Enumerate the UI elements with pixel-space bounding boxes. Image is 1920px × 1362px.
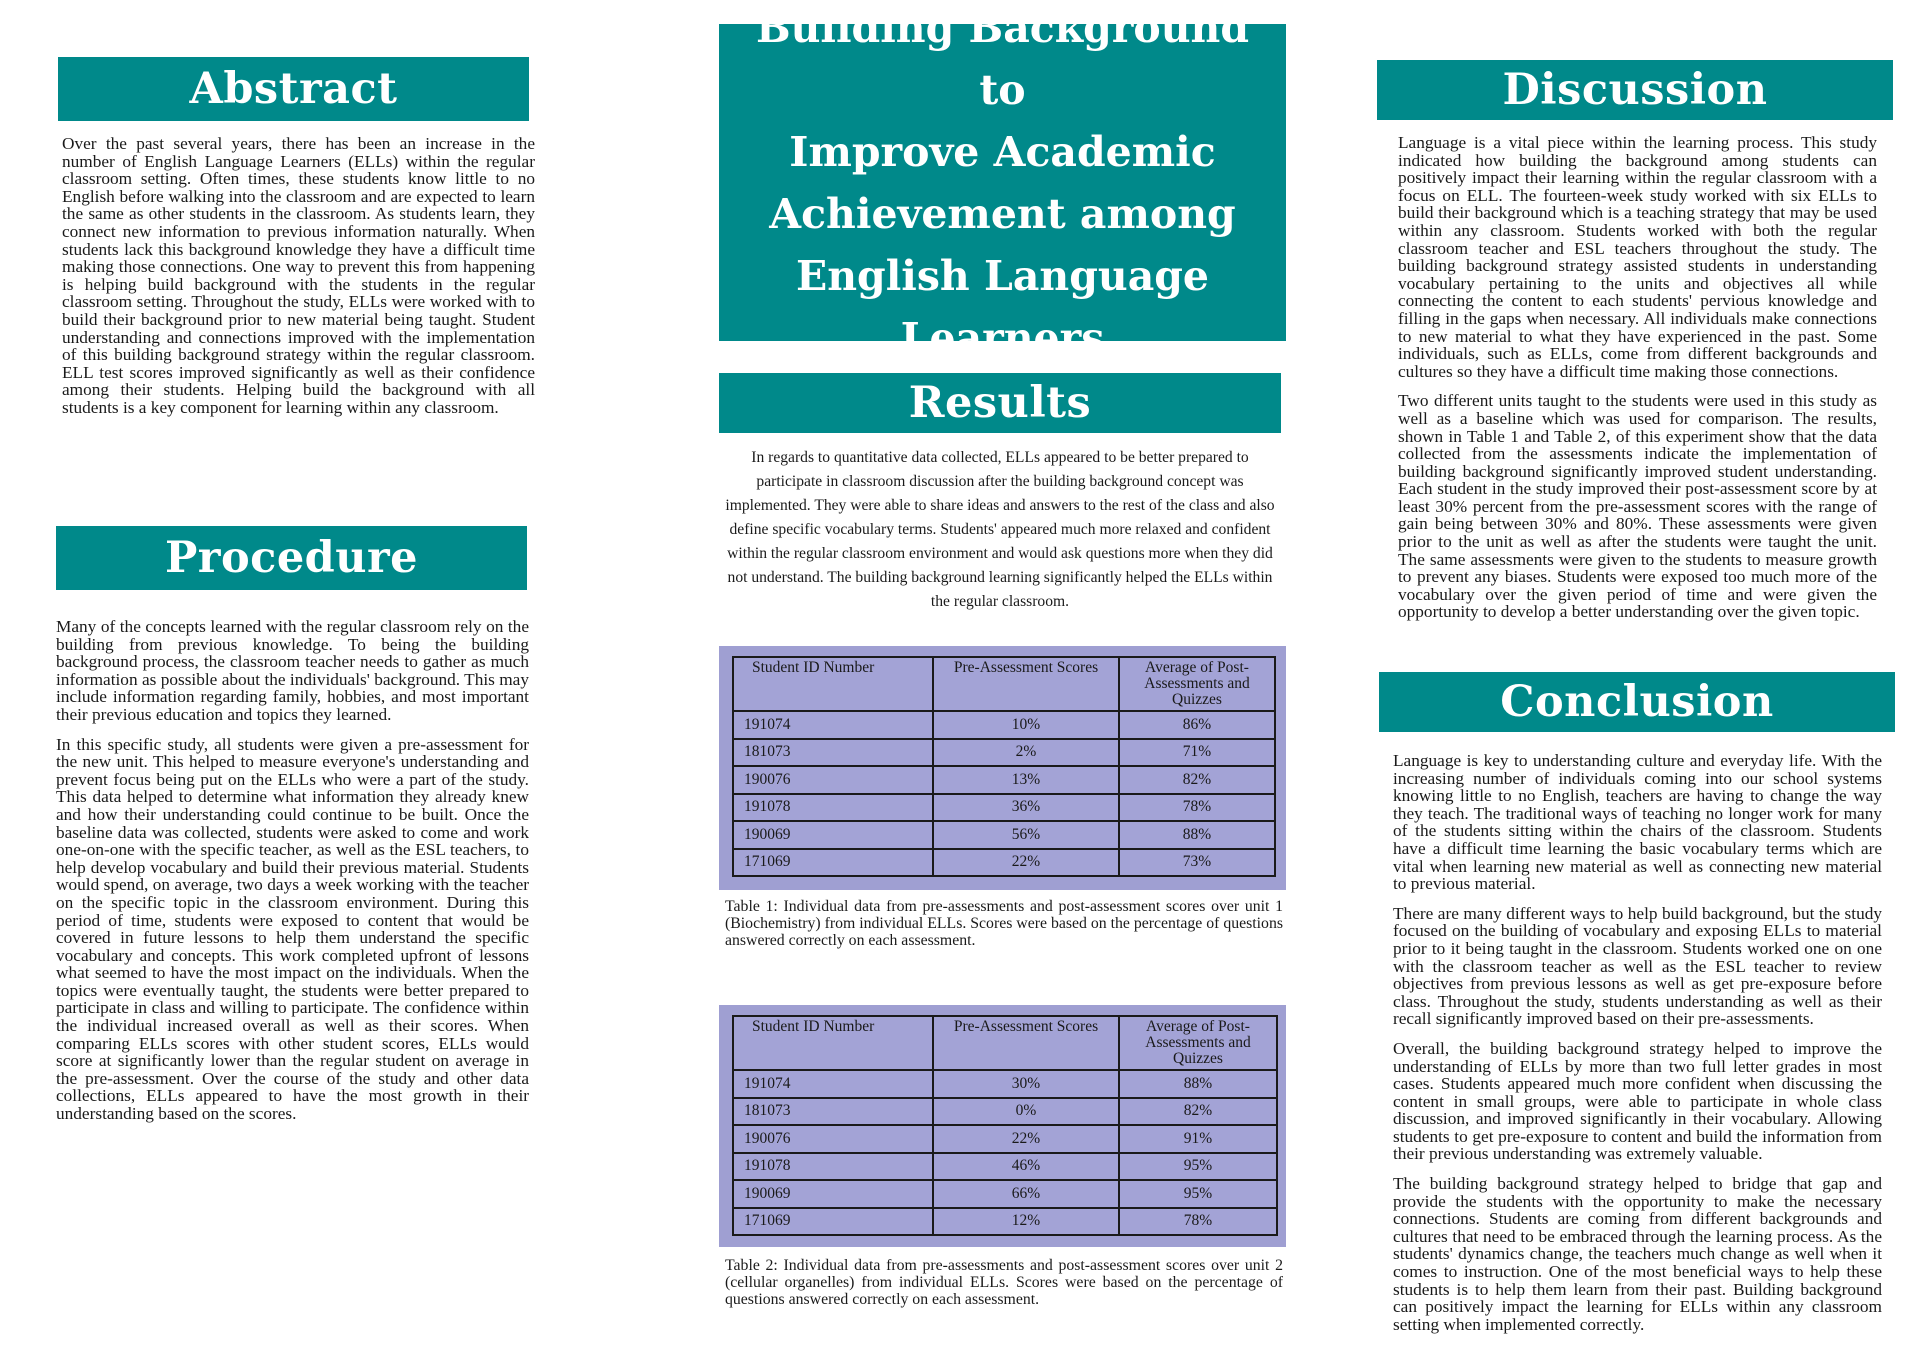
abstract-body (62, 135, 535, 429)
table-row (733, 766, 1275, 794)
post-score-cell: 91% (1119, 1125, 1277, 1153)
pre-score-cell: 13% (933, 766, 1119, 794)
student-id-cell: 181073 (733, 739, 933, 767)
table-row (733, 1070, 1277, 1098)
table-1-caption: Table 1: Individual data from pre-assessments and post-assessment scores over unit 1 (Biochemistry) from individual ELLs. Scores were based on the percentage of questions answered correctly on each assessment. (725, 898, 1283, 949)
post-score-cell: 82% (1119, 1098, 1277, 1126)
discussion-heading: Discussion (1377, 60, 1893, 120)
pre-score-cell: 22% (933, 1125, 1119, 1153)
table-row (733, 849, 1275, 877)
conclusion-heading: Conclusion (1379, 672, 1895, 732)
post-score-cell: 82% (1119, 766, 1275, 794)
post-score-cell: 86% (1119, 711, 1275, 739)
table-2-caption: Table 2: Individual data from pre-assessments and post-assessment scores over unit 2 (cellular organelles) from individual ELLs. Scores were based on the percentage of questions answered correctly on each assessment. (725, 1257, 1283, 1308)
conclusion-paragraph: The building background strategy helped to bridge that gap and provide the students with the opportunity to make the necessary connections. Students are coming from different backgrounds and cultures that need to be embraced through the learning process. As the students' dynamics change, the teachers much change as well when it comes to instruction. One of the most beneficial ways to help these students is to help them learn from their past. Building background can positively impact the learning for ELLs within any classroom setting when implemented correctly. (1393, 1174, 1882, 1334)
header-pre-assessment: Pre-Assessment Scores (933, 1016, 1119, 1070)
student-id-cell: 171069 (733, 849, 933, 877)
header-pre-assessment: Pre-Assessment Scores (933, 657, 1119, 711)
title-line: Building Background to (755, 3, 1250, 114)
abstract-paragraph: Over the past several years, there has been an increase in the number of English Language Learners (ELLs) within the regular classroom setting. Often times, these students know little to no English before walking into the classroom and are expected to learn the same as other students in the classroom. As students learn, they connect new information to previous information naturally. When students lack this background knowledge they have a difficult time making those connections. One way to prevent this from happening is helping build background with the students in the regular classroom setting. Throughout the study, ELLs were worked with to build their background prior to new material being taught. Student understanding and connections improved with the implementation of this building background strategy within the regular classroom. ELL test scores improved significantly as well as their confidence among their students. Helping build the background with all students is a key component for learning within any classroom. (62, 134, 535, 417)
table-header-row (733, 1016, 1277, 1070)
header-student-id: Student ID Number (733, 657, 933, 711)
student-id-cell: 171069 (733, 1208, 933, 1236)
post-score-cell: 88% (1119, 1070, 1277, 1098)
title-line: Achievement among (769, 189, 1236, 238)
student-id-cell: 191078 (733, 1153, 933, 1181)
table-row (733, 711, 1275, 739)
pre-score-cell: 46% (933, 1153, 1119, 1181)
student-id-cell: 191074 (733, 1070, 933, 1098)
post-score-cell: 95% (1119, 1180, 1277, 1208)
header-post-assessment: Average of Post-Assessments and Quizzes (1119, 1016, 1277, 1070)
discussion-body (1398, 134, 1877, 633)
table-row (733, 821, 1275, 849)
pre-score-cell: 30% (933, 1070, 1119, 1098)
procedure-body (56, 618, 529, 1135)
procedure-paragraph: In this specific study, all students were given a pre-assessment for the new unit. This helped to measure everyone's understanding and prevent focus being put on the ELLs who were a part of the study. This data helped to determine what information they already knew and how their understanding could continue to be built. Once the baseline data was collected, students were asked to come and work one-on-one with the specific teacher, as well as the ESL teachers, to help develop vocabulary and build their previous material. Students would spend, on average, two days a week working with the teacher on the specific topic in the classroom environment. During this period of time, students were exposed to content that would be covered in future lessons to help them understand the specific vocabulary and concepts. This work completed upfront of lessons what seemed to have the most impact on the individuals. When the topics were eventually taught, the students were better prepared to participate in class and willing to participate. The confidence within the individual increased overall as well as their scores. When comparing ELLs scores with other student scores, ELLs would score at significantly lower than the regular student on average in the pre-assessment. Over the course of the study and other data collections, ELLs appeared to have the most growth in their understanding based on the scores. (56, 734, 529, 1124)
results-body: In regards to quantitative data collected, ELLs appeared to be better prepared to participate in classroom discussion after the building background concept was implemented. They were able to share ideas and answers to the rest of the class and also define specific vocabulary terms. Students' appeared much more relaxed and confident within the regular classroom environment and would ask questions more when they did not understand. The building background learning significantly helped the ELLs within the regular classroom. (725, 449, 1275, 610)
conclusion-paragraph: There are many different ways to help build background, but the study focused on the building of vocabulary and exposing ELLs to material prior to it being taught in the classroom. Students worked one on one with the classroom teacher as well as the ESL teacher to review objectives from previous lessons as well as get pre-exposure before class. Throughout the study, students understanding as well as their recall significantly improved based on their pre-assessments. (1393, 903, 1882, 1029)
student-id-cell: 191078 (733, 794, 933, 822)
student-id-cell: 190069 (733, 821, 933, 849)
student-id-cell: 181073 (733, 1098, 933, 1126)
conclusion-paragraph: Overall, the building background strategy helped to improve the understanding of ELLs by more than two full letter grades in most cases. Students appeared much more confident when discussing the content in small groups, were able to participate in whole class discussion, and improved significantly in their vocabulary. Allowing students to get pre-exposure to content and build the information from their previous understanding was extremely valuable. (1393, 1038, 1882, 1164)
table-row (733, 1153, 1277, 1181)
pre-score-cell: 22% (933, 849, 1119, 877)
table-1 (732, 656, 1276, 877)
poster-title (719, 3, 1286, 362)
discussion-paragraph: Language is a vital piece within the learning process. This study indicated how building the background among students can positively impact their learning within the regular classroom with a focus on ELL. The fourteen-week study worked with six ELLs to build their background which is a teaching strategy that may be used within any classroom. Students worked with both the regular classroom teacher and ESL teachers throughout the study. The building background strategy assisted students in understanding vocabulary pertaining to the units and objectives all while connecting the content to each students' pervious knowledge and filling in the gaps when necessary. All individuals make connections to new material to what they have experienced in the past. Some individuals, such as ELLs, come from different backgrounds and cultures so they have a difficult time making those connections. (1398, 133, 1877, 381)
post-score-cell: 78% (1119, 1208, 1277, 1236)
discussion-paragraph: Two different units taught to the students were used in this study as well as a baseline which was used for comparison. The results, shown in Table 1 and Table 2, of this experiment show that the data collected from the assessments indicate the implementation of building background significantly improved student understanding. Each student in the study improved their post-assessment score by at least 30% percent from the pre-assessment scores with the range of gain being between 30% and 80%. These assessments were given prior to the unit as well as after the students were taught the unit. The same assessments were given to the students to measure growth to prevent any biases. Students were exposed too much more of the vocabulary over the given period of time and were given the opportunity to develop a better understanding over the given topic. (1398, 391, 1877, 622)
pre-score-cell: 66% (933, 1180, 1119, 1208)
table-2 (732, 1015, 1278, 1236)
title-line: Improve Academic (789, 127, 1216, 176)
table-row (733, 1180, 1277, 1208)
procedure-paragraph: Many of the concepts learned with the regular classroom rely on the building from previous knowledge. To being the building background process, the classroom teacher needs to gather as much information as possible about the individuals' background. This may include information regarding family, hobbies, and most important their previous education and topics they learned. (56, 617, 529, 724)
student-id-cell: 190076 (733, 1125, 933, 1153)
post-score-cell: 78% (1119, 794, 1275, 822)
header-student-id: Student ID Number (733, 1016, 933, 1070)
table-row (733, 1098, 1277, 1126)
table-row (733, 1125, 1277, 1153)
post-score-cell: 95% (1119, 1153, 1277, 1181)
post-score-cell: 71% (1119, 739, 1275, 767)
post-score-cell: 88% (1119, 821, 1275, 849)
pre-score-cell: 36% (933, 794, 1119, 822)
pre-score-cell: 56% (933, 821, 1119, 849)
results-heading: Results (719, 373, 1281, 433)
student-id-cell: 190069 (733, 1180, 933, 1208)
pre-score-cell: 10% (933, 711, 1119, 739)
abstract-heading: Abstract (58, 57, 529, 121)
table-row (733, 739, 1275, 767)
header-post-assessment: Average of Post-Assessments and Quizzes (1119, 657, 1275, 711)
table-row (733, 794, 1275, 822)
pre-score-cell: 2% (933, 739, 1119, 767)
pre-score-cell: 12% (933, 1208, 1119, 1236)
pre-score-cell: 0% (933, 1098, 1119, 1126)
title-line: English Language Learners (795, 251, 1210, 362)
conclusion-paragraph: Language is key to understanding culture and everyday life. With the increasing number of individuals coming into our school systems knowing little to no English, teachers are having to change the way they teach. The traditional ways of teaching no longer work for many of the students sitting within the chairs of the classroom. Students have a difficult time learning the basic vocabulary terms which are vital when learning new material as well as connecting new material to previous material. (1393, 751, 1882, 894)
table-row (733, 1208, 1277, 1236)
post-score-cell: 73% (1119, 849, 1275, 877)
student-id-cell: 190076 (733, 766, 933, 794)
conclusion-body (1393, 752, 1882, 1345)
table-header-row (733, 657, 1275, 711)
procedure-heading: Procedure (56, 526, 527, 590)
student-id-cell: 191074 (733, 711, 933, 739)
